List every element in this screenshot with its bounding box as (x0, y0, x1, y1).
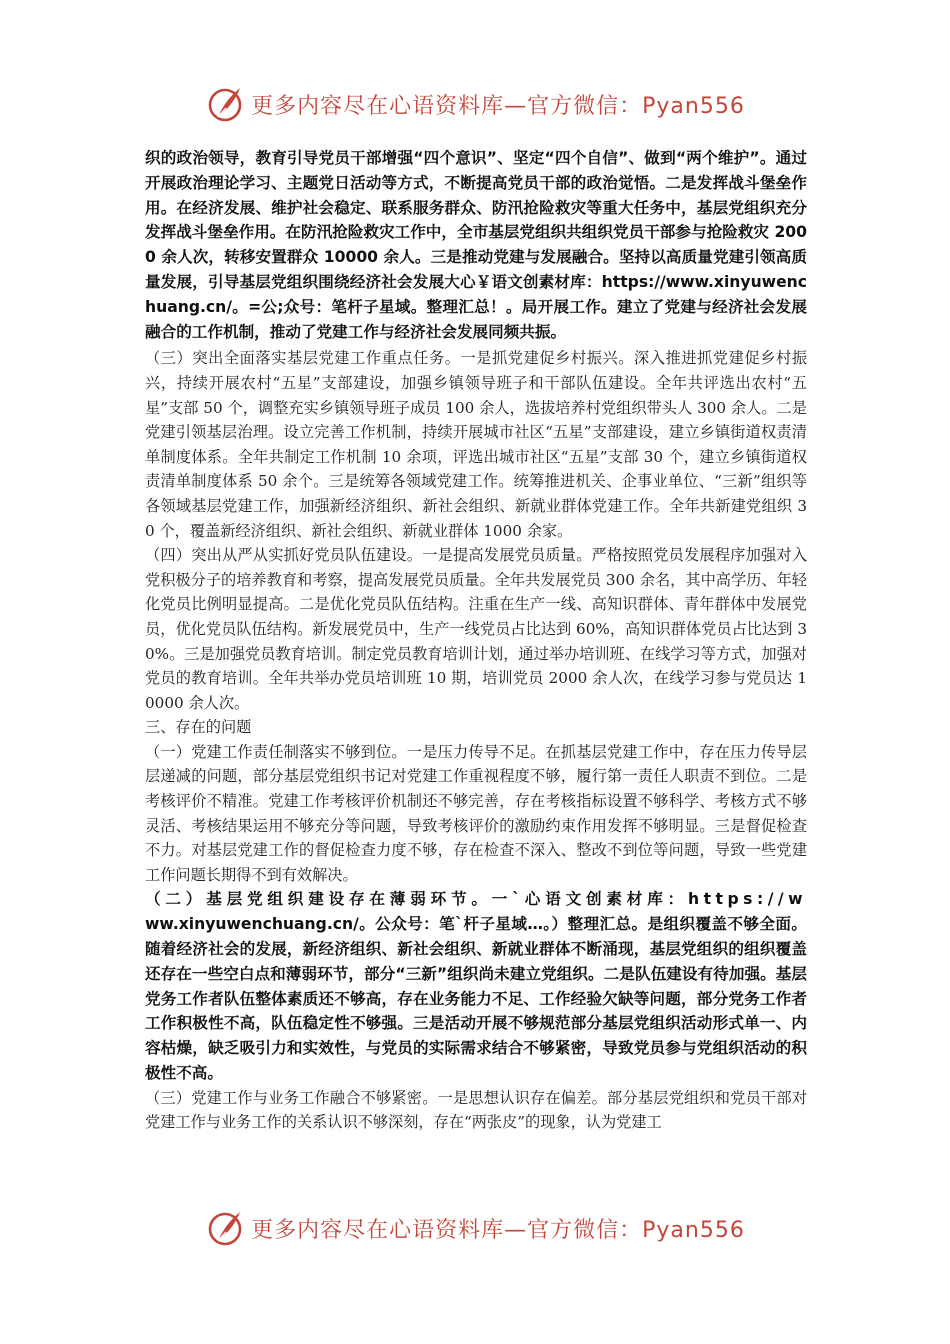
feather-pen-logo-icon (205, 1208, 245, 1248)
paragraph-2: （三）突出全面落实基层党建工作重点任务。一是抓党建促乡村振兴。深入推进抓党建促乡村振兴，持续开展农村“五星”支部建设，加强乡镇领导班子和干部队伍建设。全年共评选出农村“五星”支部 50 个，调整充实乡镇领导班子成员 100 余人，选拔培养村党组织带头人 300 余人。二是党建引领基层治理。设立完善工作机制，持续开展城市社区“五星”支部建设，建立乡镇街道权责清单制度体系。全年共制定工作机制 10 余项，评选出城市社区“五星”支部 30 个，建立乡镇街道权责清单制度体系 50 余个。三是统筹各领域党建工作。统筹推进机关、企事业单位、“三新”组织等各领域基层党建工作，加强新经济组织、新社会组织、新就业群体党建工作。全年共新建党组织 30 个，覆盖新经济组织、新社会组织、新就业群体 1000 余家。 (145, 349, 807, 540)
paragraph-3: （四）突出从严从实抓好党员队伍建设。一是提高发展党员质量。严格按照党员发展程序加强对入党积极分子的培养教育和考察，提高发展党员质量。全年共发展党员 300 余名，其中高学历、年轻化党员比例明显提高。二是优化党员队伍结构。注重在生产一线、高知识群体、青年群体中发展党员，优化党员队伍结构。新发展党员中，生产一线党员占比达到 60%，高知识群体党员占比达到 30%。三是加强党员教育培训。制定党员教育培训计划，通过举办培训班、在线学习等方式，加强对党员的教育培训。全年共举办党员培训班 10 期，培训党员 2000 余人次，在线学习参与党员达 10000 余人次。 (145, 546, 807, 712)
footer-banner (0, 1206, 950, 1250)
document-body (145, 146, 807, 1135)
paragraph-4: （一）党建工作责任制落实不够到位。一是压力传导不足。在抓基层党建工作中，存在压力传导层层递减的问题，部分基层党组织书记对党建工作重视程度不够，履行第一责任人职责不到位。二是考核评价不精准。党建工作考核评价机制还不够完善，存在考核指标设置不够科学、考核方式不够灵活、考核结果运用不够充分等问题，导致考核评价的激励约束作用发挥不够明显。三是督促检查不力。对基层党建工作的督促检查力度不够，存在检查不深入、整改不到位等问题，导致一些党建工作问题长期得不到有效解决。 (145, 742, 807, 884)
header-banner (0, 82, 950, 126)
footer-banner-text: 更多内容尽在心语资料库—官方微信：Pyan556 (251, 1217, 745, 1243)
header-banner-text: 更多内容尽在心语资料库—官方微信：Pyan556 (251, 93, 745, 119)
feather-pen-logo-icon (205, 84, 245, 124)
section-heading: 三、存在的问题 (145, 718, 252, 737)
paragraph-6: （三）党建工作与业务工作融合不够紧密。一是思想认识存在偏差。部分基层党组织和党员干部对党建工作与业务工作的关系认识不够深刻，存在“两张皮”的现象，认为党建工 (145, 1088, 807, 1132)
paragraph-1: 织的政治领导，教育引导党员干部增强“四个意识”、坚定“四个自信”、做到“两个维护”。通过开展政治理论学习、主题党日活动等方式，不断提高党员干部的政治觉悟。二是发挥战斗堡垒作用。在经济发展、维护社会稳定、联系服务群众、防汛抢险救灾等重大任务中，基层党组织充分发挥战斗堡垒作用。在防汛抢险救灾工作中，全市基层党组织共组织党员干部参与抢险救灾 2000 余人次，转移安置群众 10000 余人。三是推动党建与发展融合。坚持以高质量党建引领高质量发展，引导基层党组织围绕经济社会发展大心￥语文创素材库：https://www.xinyuwenchuang.cn/。=公;众号：笔杆子星域。整理汇总！。局开展工作。建立了党建与经济社会发展融合的工作机制，推动了党建工作与经济社会发展同频共振。 (145, 149, 807, 341)
paragraph-5: （二）基层党组织建设存在薄弱环节。一`心语文创素材库：https://www.xinyuwenchuang.cn/。公众号：笔`杆子星域…。）整理汇总。是组织覆盖不够全面。随着经济社会的发展，新经济组织、新社会组织、新就业群体不断涌现，基层党组织的组织覆盖还存在一些空白点和薄弱环节，部分“三新”组织尚未建立党组织。二是队伍建设有待加强。基层党务工作者队伍整体素质还不够高，存在业务能力不足、工作经验欠缺等问题，部分党务工作者工作积极性不高，队伍稳定性不够强。三是活动开展不够规范部分基层党组织活动形式单一、内容枯燥，缺乏吸引力和实效性，与党员的实际需求结合不够紧密，导致党员参与党组织活动的积极性不高。 (145, 890, 807, 1083)
